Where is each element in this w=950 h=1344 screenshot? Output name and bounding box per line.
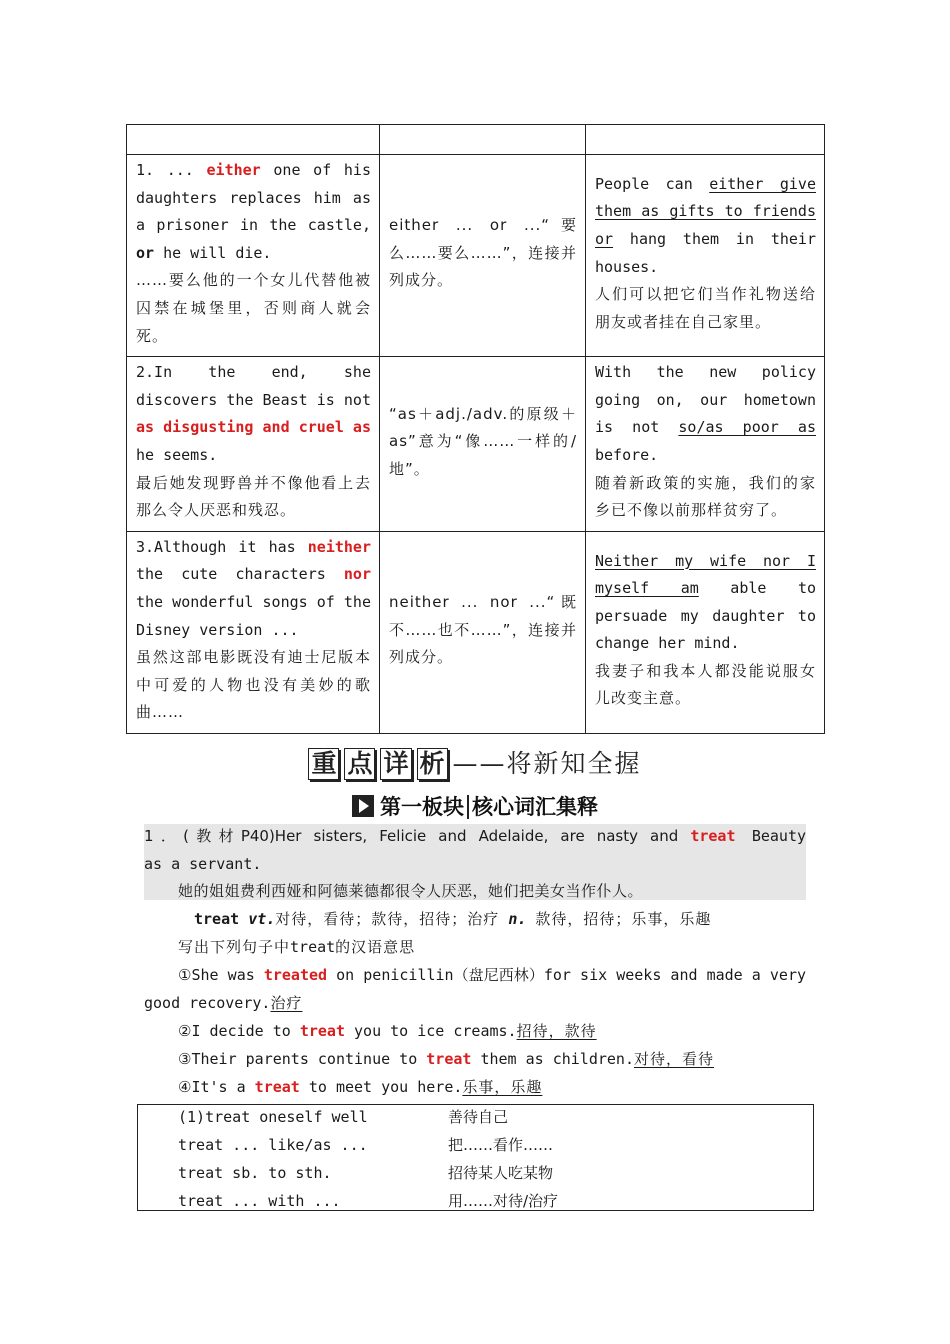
grammar-table <box>126 124 825 734</box>
text-run: able to persuade my daughter to change her mind. <box>595 579 817 653</box>
highlight-word: either <box>206 161 261 179</box>
header-cell <box>127 125 380 155</box>
example-cell <box>586 531 825 733</box>
highlight-word: neither <box>307 537 371 556</box>
heading-boxed-char: 重 <box>308 748 339 780</box>
example-zh: 我妻子和我本人都没能说服女儿改变主意。 <box>595 661 816 708</box>
example-en <box>595 171 816 281</box>
answer: 招待，款待 <box>516 1022 597 1040</box>
item1-line1: 1．(教材P40)Her sisters, Felicie and Adelaide, are nasty and treat Beauty <box>144 827 807 845</box>
subsection-heading <box>0 791 950 821</box>
highlight-word: treat <box>690 827 736 845</box>
answer: 对待，看待 <box>633 1050 714 1068</box>
heading-divider <box>467 795 469 819</box>
exercise-1-line2: good recovery.治疗 <box>144 994 303 1012</box>
text-run: before. <box>595 445 659 464</box>
section-heading <box>0 744 950 780</box>
sentence-zh: 最后她发现野兽并不像他看上去那么令人厌恶和残忍。 <box>136 473 371 520</box>
text-run: People can <box>595 174 710 193</box>
text-run: or <box>136 243 155 262</box>
explain-text: neither ... nor ...“既不……也不……”，连接并列成分。 <box>389 592 577 667</box>
sentence-zh: ……要么他的一个女儿代替他被囚禁在城堡里，否则商人就会死。 <box>136 271 371 345</box>
text-run: he seems. <box>136 445 218 464</box>
header-cell <box>586 125 825 155</box>
exercise-3: ③Their parents continue to treat them as children.对待，看待 <box>178 1050 714 1068</box>
heading-boxed-char: 详 <box>380 748 411 780</box>
sentence-en <box>136 534 371 644</box>
highlight-word: nor <box>343 565 371 584</box>
heading-rest: ——将新知全握 <box>452 749 642 778</box>
header-cell <box>380 125 586 155</box>
underlined-phrase: either give them as gifts to friends or <box>595 174 816 248</box>
sentence-zh: 虽然这部电影既没有迪士尼版本中可爱的人物也没有美妙的歌曲…… <box>136 648 371 722</box>
example-cell <box>586 155 825 357</box>
text-run: the cute characters <box>136 565 344 584</box>
subsection-right: 核心词汇集释 <box>472 795 598 819</box>
definition-line: treat vt.对待，看待；款待，招待；治疗 n. 款待，招待；乐事，乐趣 <box>194 910 712 928</box>
exercise-1-line1: ①She was treated on penicillin（盘尼西林）for six weeks and made a very <box>178 966 807 984</box>
phrase-row: treat ... like/as ... 把……看作…… <box>178 1136 554 1154</box>
text-run: one of his daughters replaces him as a prisoner in the castle, <box>136 161 371 235</box>
example-cell <box>586 357 825 532</box>
text-run: 1. ... <box>136 161 207 179</box>
sentence-cell <box>127 155 380 357</box>
sentence-cell <box>127 531 380 733</box>
explain-cell <box>380 155 586 357</box>
example-zh: 人们可以把它们当作礼物送给朋友或者挂在自己家里。 <box>595 285 816 331</box>
text-run: he will die. <box>154 243 272 262</box>
sentence-en <box>136 157 371 267</box>
subsection-left: 第一板块 <box>380 795 464 819</box>
example-zh: 随着新政策的实施，我们的家乡已不像以前那样贫穷了。 <box>595 473 816 520</box>
phrase-row: (1)treat oneself well 善待自己 <box>178 1108 509 1126</box>
heading-boxed-char: 析 <box>417 748 448 780</box>
phrase-row: treat ... with ... 用……对待/治疗 <box>178 1192 559 1210</box>
item1-line2: as a servant. <box>144 855 262 873</box>
highlight-word: as disgusting and cruel as <box>136 418 371 437</box>
phrase-table <box>137 1104 814 1211</box>
text-run: 2.In the end, she discovers the Beast is not <box>136 363 371 409</box>
task-instruction: 写出下列句子中treat的汉语意思 <box>178 938 416 956</box>
example-en <box>595 548 816 658</box>
text-run: the wonderful songs of the Disney version ... <box>136 592 371 639</box>
table-row <box>127 531 825 733</box>
item1-translation: 她的姐姐费利西娅和阿德莱德都很令人厌恶，她们把美女当作仆人。 <box>178 882 644 900</box>
example-en <box>595 359 816 469</box>
table-row <box>127 357 825 532</box>
explain-cell <box>380 357 586 532</box>
underlined-phrase: Neither my wife nor I myself am <box>595 551 816 598</box>
text-run: hang them in their houses. <box>595 229 816 276</box>
explain-text: “as＋adj./adv.的原级＋as”意为“像……一样的/地”。 <box>389 404 577 478</box>
text-run: 3.Although it has <box>136 537 308 556</box>
phrase-row: treat sb. to sth. 招待某人吃某物 <box>178 1164 554 1182</box>
sentence-en <box>136 359 371 469</box>
table-row <box>127 155 825 357</box>
underlined-phrase: so/as poor as <box>678 418 816 437</box>
explain-cell <box>380 531 586 733</box>
explain-text: either ... or ...“要么……要么……”，连接并列成分。 <box>389 216 577 290</box>
exercise-2: ②I decide to treat you to ice creams.招待，款待 <box>178 1022 597 1040</box>
text-run: With the new policy going on, our hometown is not <box>595 363 816 437</box>
heading-boxed-char: 点 <box>344 748 375 780</box>
answer: 治疗 <box>270 994 303 1012</box>
answer: 乐事，乐趣 <box>462 1078 543 1096</box>
sentence-cell <box>127 357 380 532</box>
table-header-row <box>127 125 825 155</box>
play-triangle-icon <box>352 795 374 817</box>
exercise-4: ④It's a treat to meet you here.乐事，乐趣 <box>178 1078 543 1096</box>
